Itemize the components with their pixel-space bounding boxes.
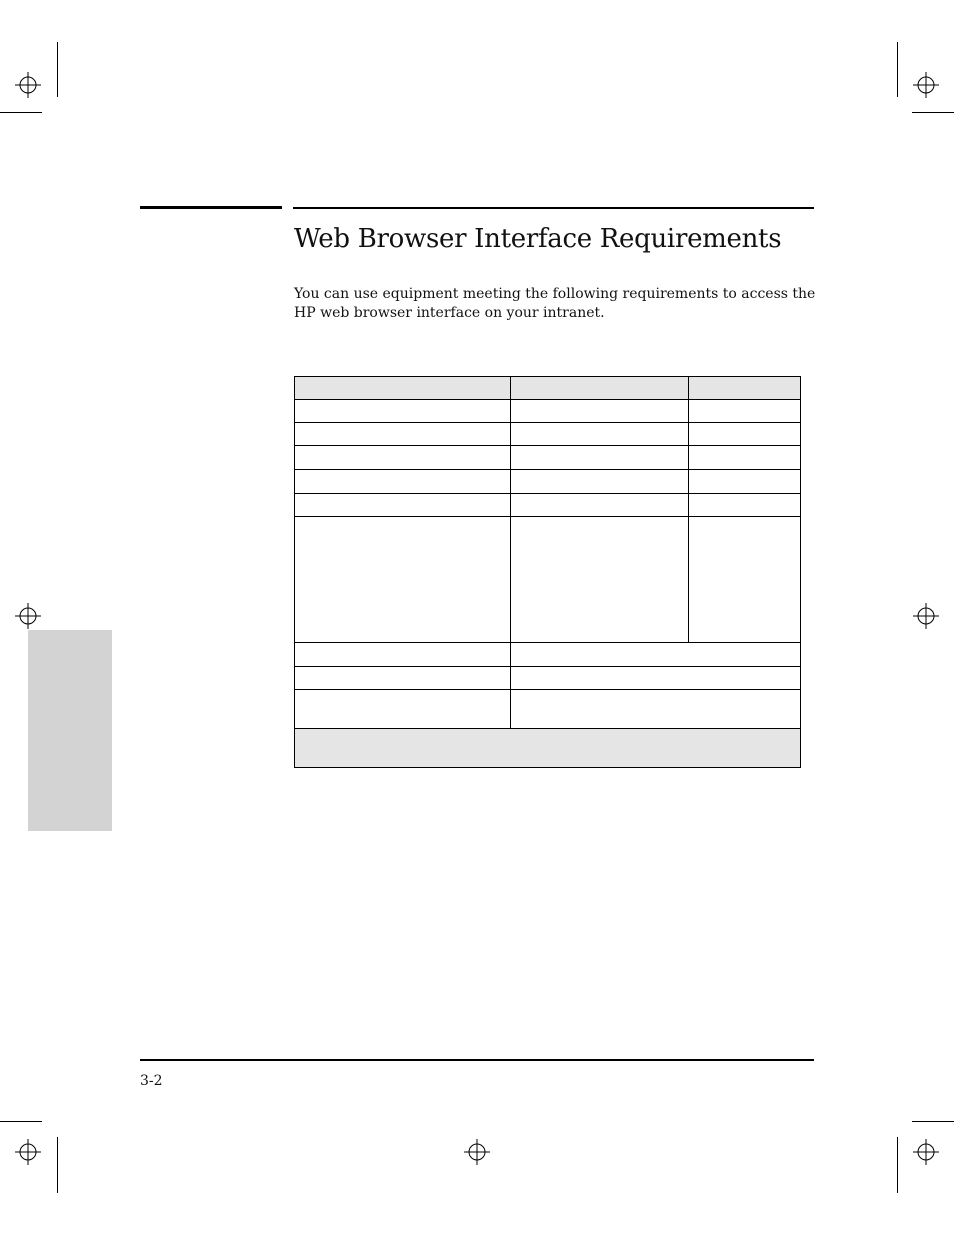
table-cell [510,422,689,446]
heading-rule-short [140,206,282,209]
table-cell [688,516,801,643]
table-header-cell [688,376,801,400]
table-cell [294,666,511,690]
chapter-tab-strip [28,630,112,831]
table-cell [510,493,689,517]
table-cell [294,399,511,423]
table-cell [294,516,511,643]
registration-target-icon [913,603,939,629]
table-cell [688,445,801,470]
table-header-cell [294,376,511,400]
requirements-table [294,376,801,768]
crop-mark [897,1137,898,1193]
registration-target-icon [15,72,41,98]
intro-paragraph: You can use equipment meeting the following requirements to access the HP web browser interface on your intranet. [294,286,816,321]
table-cell [510,445,689,470]
table-cell [294,445,511,470]
table-cell [294,642,511,667]
table-cell [510,689,801,729]
page-title: Web Browser Interface Requirements [294,224,782,254]
table-cell [688,422,801,446]
table-cell [510,516,689,643]
table-cell [688,469,801,494]
table-cell [294,689,511,729]
table-cell [294,469,511,494]
page-number: 3-2 [140,1073,163,1089]
table-cell [688,493,801,517]
table-cell [688,399,801,423]
crop-mark [0,1121,42,1122]
crop-mark [897,42,898,97]
crop-mark [912,112,954,113]
footer-rule [140,1059,814,1061]
table-cell [294,422,511,446]
table-cell [510,399,689,423]
registration-target-icon [15,1139,41,1165]
registration-target-icon [464,1139,490,1165]
registration-target-icon [913,72,939,98]
heading-rule-long [293,207,814,209]
crop-mark [57,42,58,97]
crop-mark [0,112,42,113]
table-header-cell [510,376,689,400]
registration-target-icon [913,1139,939,1165]
table-cell [510,642,801,667]
table-cell [294,493,511,517]
table-note-cell [294,728,801,768]
crop-mark [57,1137,58,1193]
table-cell [510,666,801,690]
registration-target-icon [15,603,41,629]
crop-mark [912,1121,954,1122]
table-cell [510,469,689,494]
